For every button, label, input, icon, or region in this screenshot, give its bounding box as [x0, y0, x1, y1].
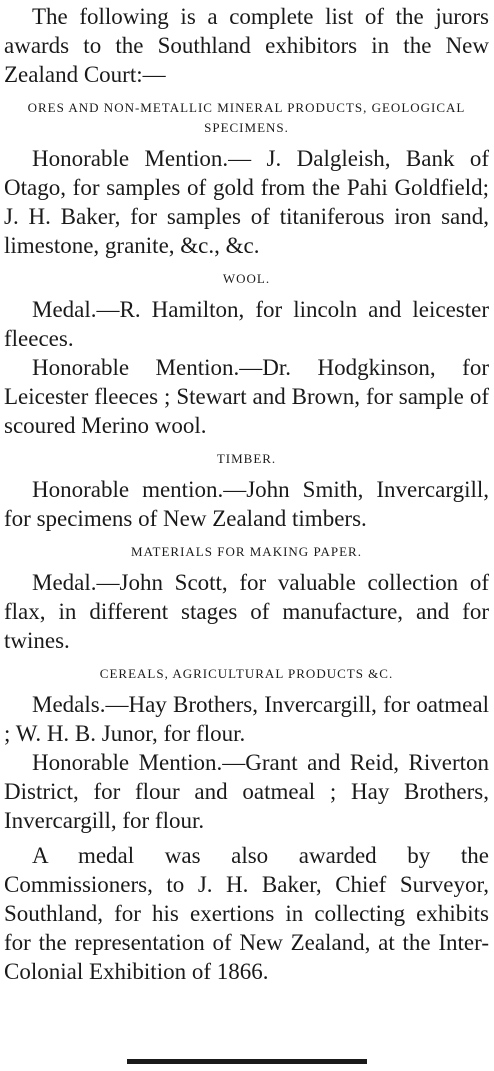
paper-medal-paragraph: Medal.—John Scott, for valuable collection of flax, in different stages of manufacture, and for twines. — [4, 570, 489, 653]
section-heading-wool: WOOL. — [222, 271, 271, 286]
newspaper-column — [4, 2, 489, 986]
wool-medal-paragraph: Medal.—R. Hamilton, for lincoln and leicester fleeces. — [4, 297, 489, 351]
section-heading-paper: MATERIALS FOR MAKING PAPER. — [131, 544, 362, 559]
section-heading-ores: ORES AND NON-METALLIC MINERAL PRODUCTS, GEOLOGICAL SPECIMENS. — [27, 100, 466, 135]
section-heading-cereals: CEREALS, AGRICULTURAL PRODUCTS &C. — [99, 666, 394, 681]
section-heading-timber: TIMBER. — [216, 451, 277, 466]
cereals-mention-paragraph: Honorable Mention.—Grant and Reid, Riverton District, for flour and oatmeal ; Hay Brothers, Invercargill, for flour. — [4, 750, 489, 833]
intro-paragraph: The following is a complete list of the jurors awards to the Southland exhibitors in the New Zealand Court:— — [4, 4, 489, 87]
ores-award-paragraph: Honorable Mention.— J. Dalgleish, Bank of Otago, for samples of gold from the Pahi Goldfield; J. H. Baker, for samples of titaniferous iron sand, limestone, granite, &c., &c. — [4, 146, 489, 258]
wool-mention-paragraph: Honorable Mention.—Dr. Hodgkinson, for Leicester fleeces ; Stewart and Brown, for sample of scoured Merino wool. — [4, 355, 489, 438]
cereals-medals-paragraph: Medals.—Hay Brothers, Invercargill, for oatmeal ; W. H. B. Junor, for flour. — [4, 692, 489, 746]
closing-paragraph: A medal was also awarded by the Commissioners, to J. H. Baker, Chief Surveyor, Southland, for his exertions in collecting exhibits for the representation of New Zealand, at the Inter-Colonial Exhibition of 1866. — [4, 843, 489, 984]
section-divider-rule — [127, 1059, 367, 1064]
timber-mention-paragraph: Honorable mention.—John Smith, Invercargill, for specimens of New Zealand timbers. — [4, 477, 489, 531]
